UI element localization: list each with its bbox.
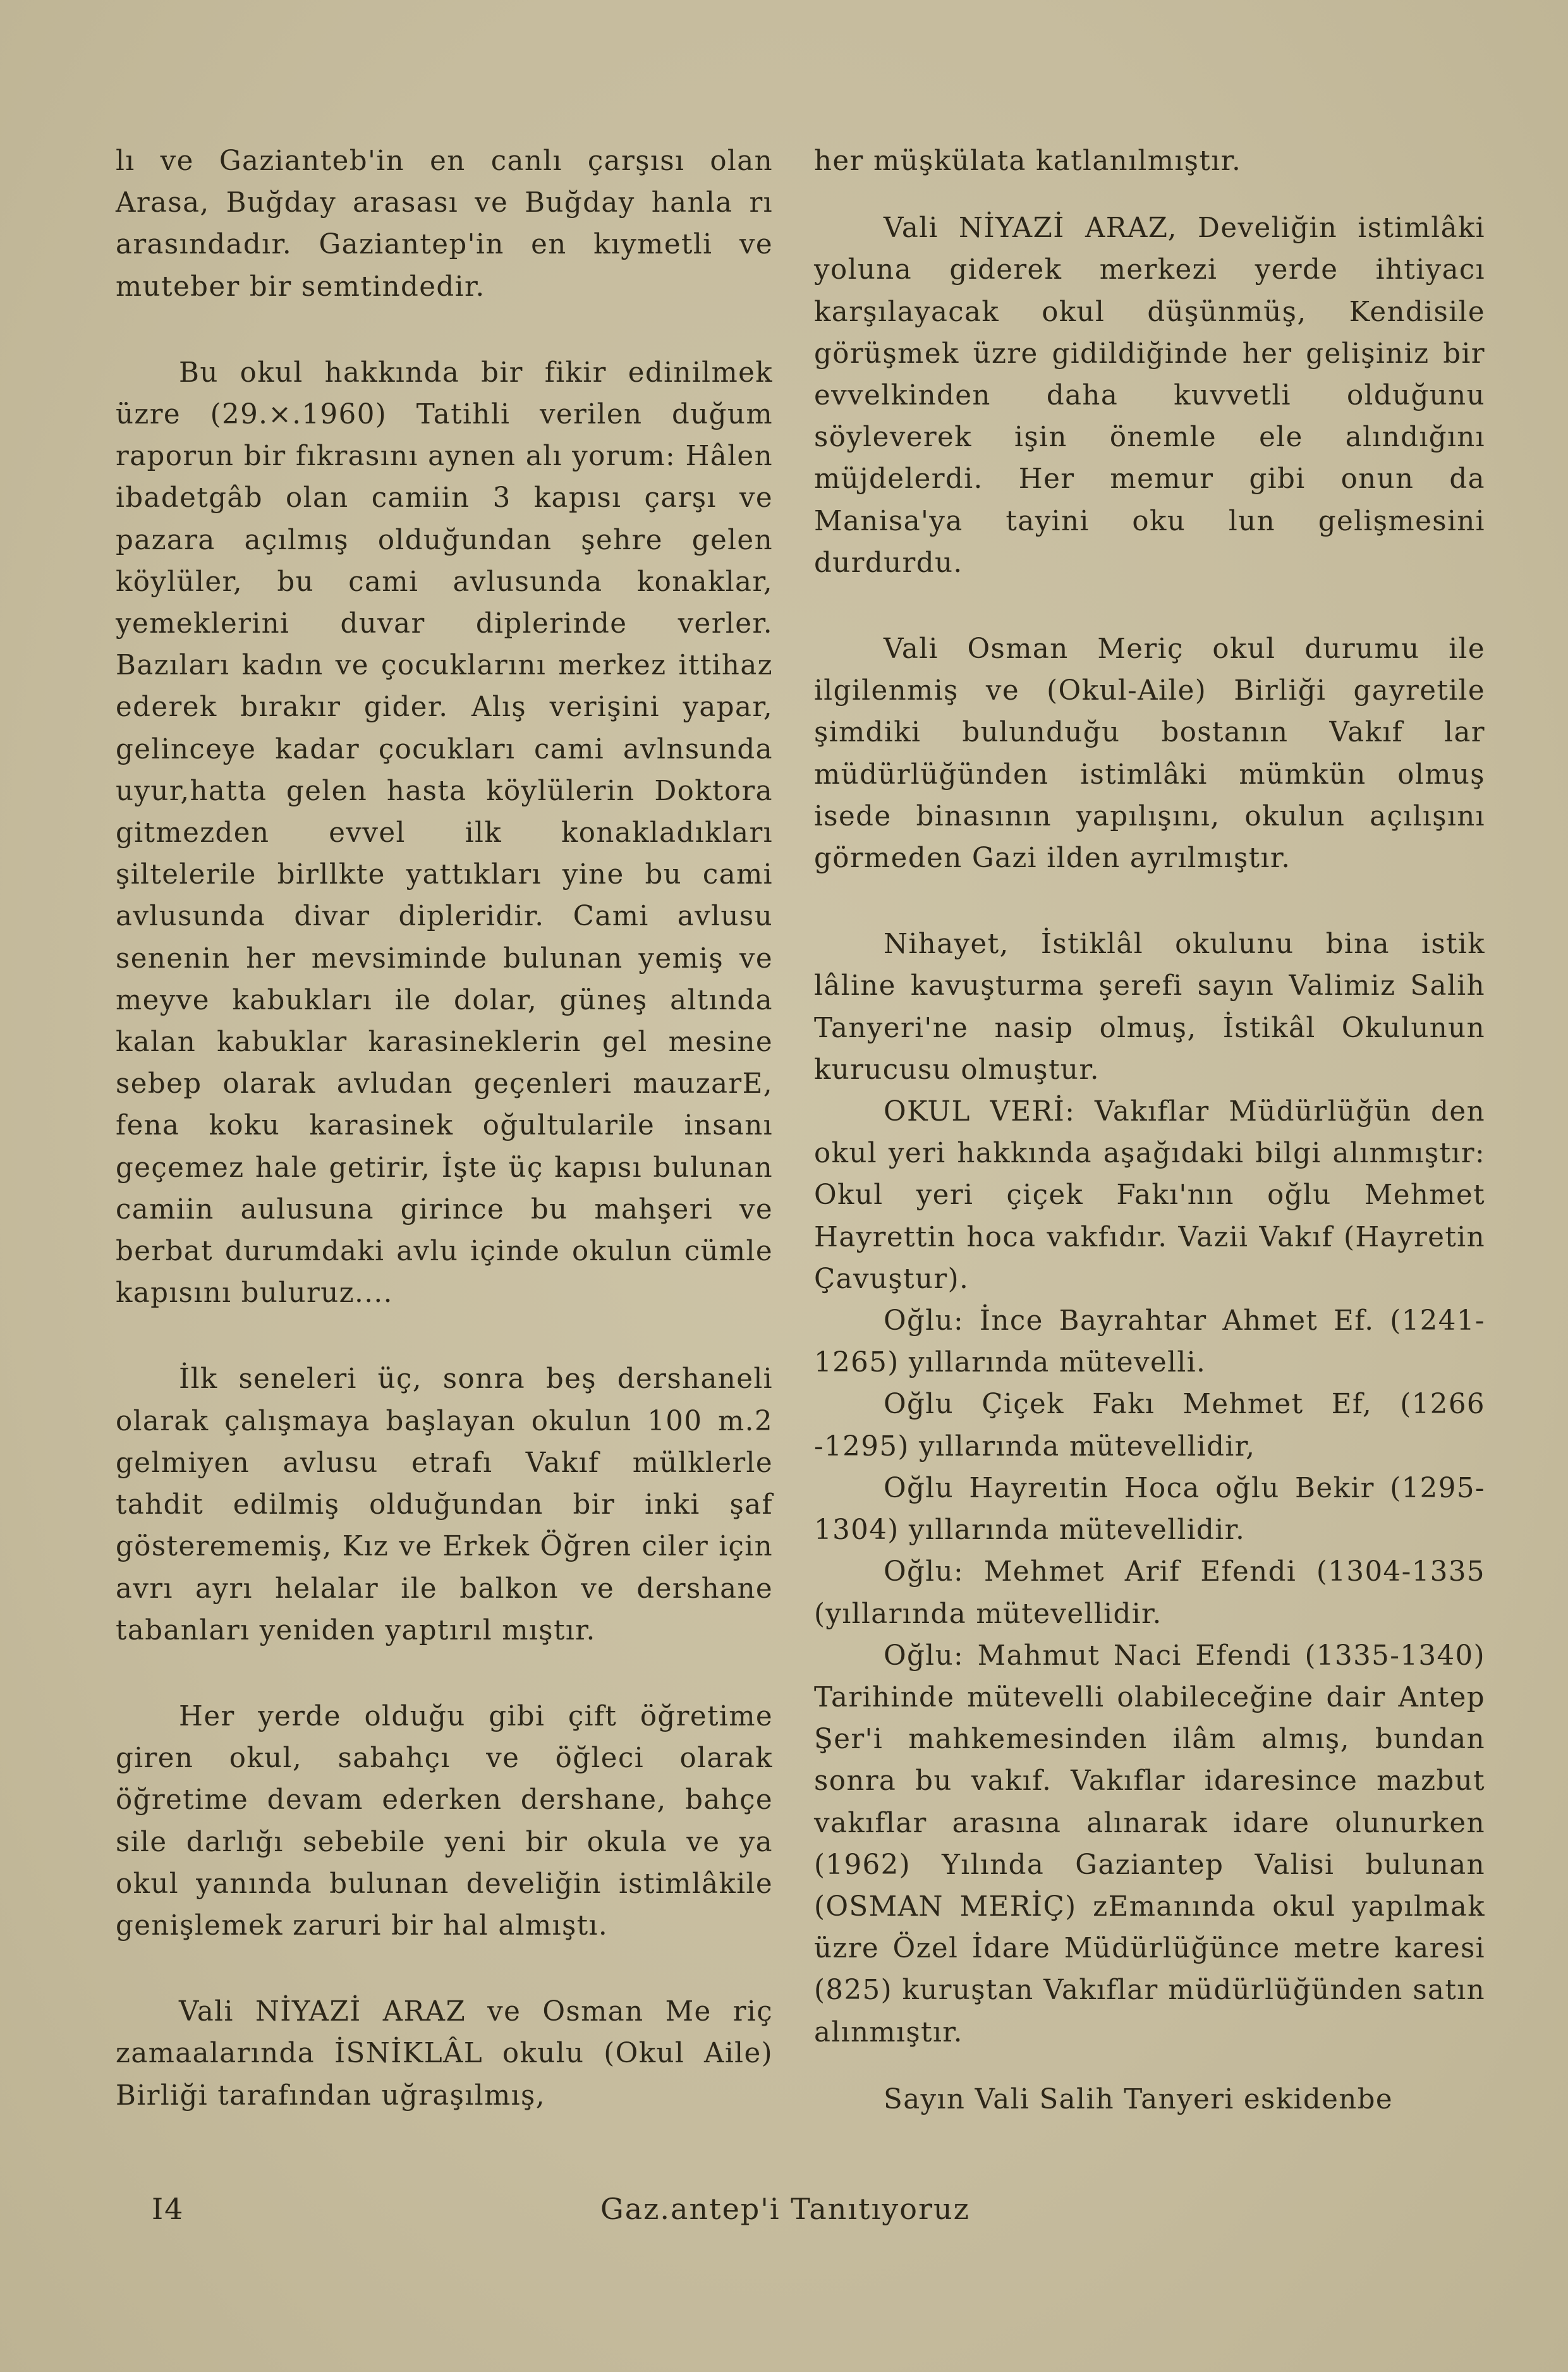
paragraph: İlk seneleri üç, sonra beş dershaneli olarak çalışmaya başlayan okulun 100 m.2 gelmiyen avlusu etrafı Vakıf mülklerle tahdit edilmiş olduğundan bir inki şaf gösterememiş, Kız ve Erkek Öğren ciler için avrı ayrı helalar ile balkon ve dershane tabanları yeniden yaptırıl mıştır. — [116, 1363, 773, 1646]
paragraph: Oğlu: İnce Bayrahtar Ahmet Ef. (1241-1265) yıllarında mütevelli. — [814, 1305, 1485, 1379]
paragraph: lı ve Gazianteb'in en canlı çarşısı olan Arasa, Buğday arasası ve Buğday hanla rı arasındadır. Gaziantep'in en kıymetli ve muteber bir semtindedir. — [116, 145, 773, 303]
running-title: Gaz.antep'i Tanıtıyoruz — [600, 2192, 970, 2226]
left-column — [116, 140, 773, 2117]
paragraph: Vali NİYAZİ ARAZ ve Osman Me riç zamaalarında İSNİKLÂL okulu (Okul Aile) Birliği tarafından uğraşılmış, — [116, 1996, 773, 2112]
paragraph: Bu okul hakkında bir fikir edinilmek üzre (29.×.1960) Tatihli verilen duğum raporun bir fıkrasını aynen alı yorum: Hâlen ibadetgâb olan camiin 3 kapısı çarşı ve pazara açılmış olduğundan şehre gelen köylüler, bu cami avlusunda konaklar, yemeklerini duvar diplerinde verler. Bazıları kadın ve çocuklarını merkez ittihaz ederek bırakır gider. Alış verişini yapar, gelinceye kadar çocukları cami avlnsunda uyur,hatta gelen hasta köylülerin Doktora gitmezden evvel ilk konakladıkları şiltelerile birllkte yattıkları yine bu cami avlusunda divar dipleridir. Cami avlusu senenin her mevsiminde bulunan yemiş ve meyve kabukları ile dolar, güneş altında kalan kabuklar karasineklerin gel mesine sebep olarak avludan geçenleri mauzarE, fena koku karasinek oğultularile insanı geçemez hale getirir, İşte üç kapısı bulunan camiin aulusuna girince bu mahşeri ve berbat durumdaki avlu içinde okulun cümle kapısını buluruz.... — [116, 356, 773, 1310]
paragraph: Oğlu: Mehmet Arif Efendi (1304-1335 (yıllarında mütevellidir. — [814, 1556, 1485, 1630]
paragraph: Vali Osman Meriç okul durumu ile ilgilenmiş ve (Okul-Aile) Birliği gayretile şimdiki bulunduğu bostanın Vakıf lar müdürlüğünden istimlâki mümkün olmuş isede binasının yapılışını, okulun açılışını görmeden Gazi ilden ayrılmıştır. — [814, 633, 1485, 875]
paragraph: Sayın Vali Salih Tanyeri eskidenbe — [884, 2083, 1394, 2115]
paragraph: her müşkülata katlanılmıştır. — [814, 145, 1242, 177]
paragraph: Oğlu Çiçek Fakı Mehmet Ef, (1266 -1295) yıllarında mütevellidir, — [814, 1389, 1485, 1463]
paragraph: Her yerde olduğu gibi çift öğretime giren okul, sabahçı ve öğleci olarak öğretime devam ederken dershane, bahçe sile darlığı sebebile yeni bir okula ve ya okul yanında bulunan develiğin istimlâkile genişlemek zaruri bir hal almıştı. — [116, 1700, 773, 1942]
paragraph: OKUL VERİ: Vakıflar Müdürlüğün den okul yeri hakkında aşağıdaki bilgi alınmıştır: Okul yeri çiçek Fakı'nın oğlu Mehmet Hayrettin hoca vakfıdır. Vazii Vakıf (Hayretin Çavuştur). — [814, 1096, 1485, 1295]
paragraph: Vali NİYAZİ ARAZ, Develiğin istimlâki yoluna giderek merkezi yerde ihtiyacı karşılayacak okul düşünmüş, Kendisile görüşmek üzre gidildiğinde her gelişiniz bir evvelkinden daha kuvvetli olduğunu söyleverek işin önemle ele alındığını müjdelerdi. Her memur gibi onun da Manisa'ya tayini oku lun gelişmesini durdurdu. — [814, 212, 1485, 579]
paragraph: Oğlu Hayreıtin Hoca oğlu Bekir (1295-1304) yıllarında mütevellidir. — [814, 1472, 1485, 1547]
right-column — [814, 140, 1485, 2120]
page-number: I4 — [152, 2192, 185, 2226]
paragraph: Oğlu: Mahmut Naci Efendi (1335-1340) Tarihinde mütevelli olabileceğine dair Antep Şer'i mahkemesinden ilâm almış, bundan sonra bu vakıf. Vakıflar idaresince mazbut vakıflar arasına alınarak idare olunurken (1962) Yılında Gaziantep Valisi bulunan (OSMAN MERİÇ) zEmanında okul yapılmak üzre Özel İdare Müdürlüğünce metre karesi (825) kuruştan Vakıflar müdürlüğünden satın alınmıştır. — [814, 1639, 1485, 2048]
paragraph: Nihayet, İstiklâl okulunu bina istik lâline kavuşturma şerefi sayın Valimiz Salih Tanyeri'ne nasip olmuş, İstikâl Okulunun kurucusu olmuştur. — [814, 928, 1485, 1086]
